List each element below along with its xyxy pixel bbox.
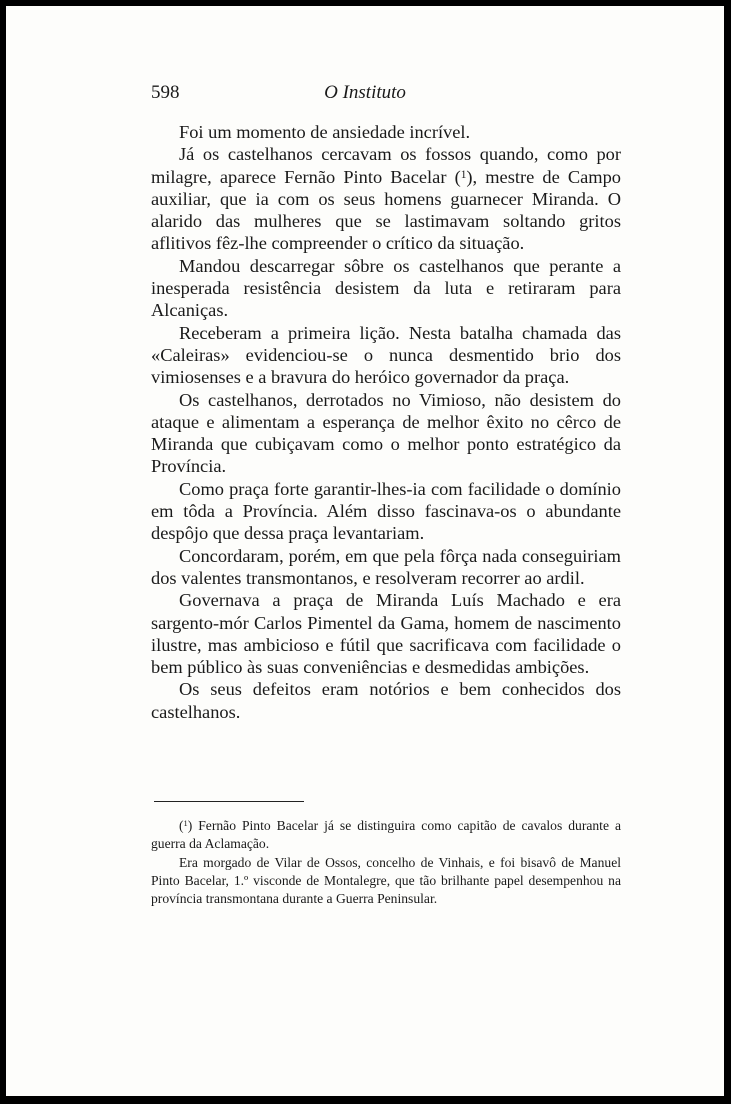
footnote: ($^1$) Fernão Pinto Bacelar já se distinguira como capitão de cavalos durante a guerra da Aclamação. — [151, 818, 621, 852]
page-number: 598 — [151, 82, 180, 103]
paragraph: Receberam a primeira lição. Nesta batalha chamada das «Caleiras» evidenciou-se o nunca desmentido brio dos vimiosenses e a bravura do heróico governador da praça. — [151, 322, 621, 388]
paragraph: Os castelhanos, derrotados no Vimioso, não desistem do ataque e alimentam a esperança de melhor êxito no cêrco de Miranda que cubiçavam como o melhor ponto estratégico da Província. — [151, 389, 621, 477]
document-page — [6, 6, 724, 1096]
running-title: O Instituto — [324, 82, 406, 103]
paragraph: Os seus defeitos eram notórios e bem conhecidos dos castelhanos. — [151, 679, 621, 722]
body-text — [151, 121, 621, 723]
paragraph: Concordaram, porém, em que pela fôrça nada conseguiriam dos valentes transmontanos, e resolveram recorrer ao ardil. — [151, 545, 621, 588]
footnote-divider — [154, 801, 304, 802]
footnote: Era morgado de Vilar de Ossos, concelho de Vinhais, e foi bisavô de Manuel Pinto Bacelar, 1.º visconde de Montalegre, que tão brilhante papel desempenhou na província transmontana durante a Guerra Peninsular. — [151, 854, 621, 907]
paragraph: Governava a praça de Miranda Luís Machado e era sargento-mór Carlos Pimentel da Gama, homem de nascimento ilustre, mas ambicioso e fútil que sacrificava com facilidade o bem público às suas conveniências e desmedidas ambições. — [151, 590, 621, 678]
footnotes — [151, 817, 621, 908]
paragraph: Foi um momento de ansiedade incrível. — [179, 122, 471, 142]
page-header — [6, 82, 724, 106]
paragraph: Já os castelhanos cercavam os fossos quando, como por milagre, aparece Fernão Pinto Bacelar ($^1$), mestre de Campo auxiliar, que ia com os seus homens guarnecer Miranda. O alarido das mulheres que se lastimavam soltando gritos aflitivos fêz-lhe compreender o crítico da situação. — [151, 144, 621, 254]
paragraph: Mandou descarregar sôbre os castelhanos que perante a inesperada resistência desistem da luta e retiraram para Alcaniças. — [151, 255, 621, 321]
paragraph: Como praça forte garantir-lhes-ia com facilidade o domínio em tôda a Província. Além disso fascinava-os o abundante despôjo que dessa praça levantariam. — [151, 478, 621, 544]
